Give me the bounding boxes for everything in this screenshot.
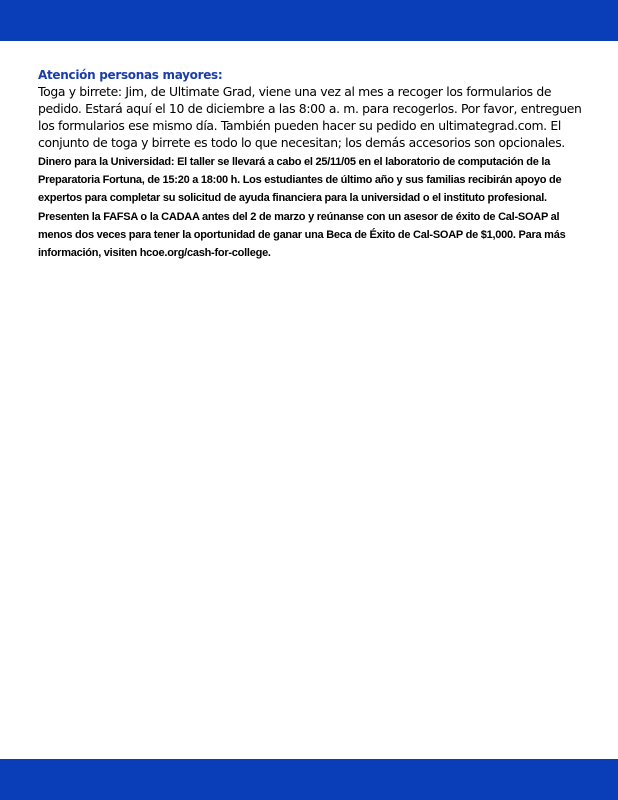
senior-notice-heading: Atención personas mayores: bbox=[38, 68, 223, 82]
cash-for-college-paragraph: Dinero para la Universidad: El taller se llevará a cabo el 25/11/05 en el laboratorio de computación de la Preparatoria Fortuna, de 15:20 a 18:00 h. Los estudiantes de último año y sus familias recibirán apoyo de expertos para completar su solicitud de ayuda financiera para la universidad o el instituto profesional. Presenten la FAFSA o la CADAA antes del 2 de marzo y reúnanse con un asesor de éxito de Cal-SOAP al menos dos veces para tener la oportunidad de ganar una Beca de Éxito de Cal-SOAP de $1,000. Para más información, visiten hcoe.org/cash-for-college. bbox=[38, 156, 566, 260]
notice-content bbox=[38, 67, 590, 262]
header-band bbox=[0, 0, 618, 41]
cap-gown-paragraph: Toga y birrete: Jim, de Ultimate Grad, viene una vez al mes a recoger los formularios de pedido. Estará aquí el 10 de diciembre a las 8:00 a. m. para recogerlos. Por favor, entreguen los formularios ese mismo día. También pueden hacer su pedido en ultimategrad.com. El conjunto de toga y birrete es todo lo que necesitan; los demás accesorios son opcionales. bbox=[38, 84, 582, 150]
footer-band bbox=[0, 759, 618, 800]
